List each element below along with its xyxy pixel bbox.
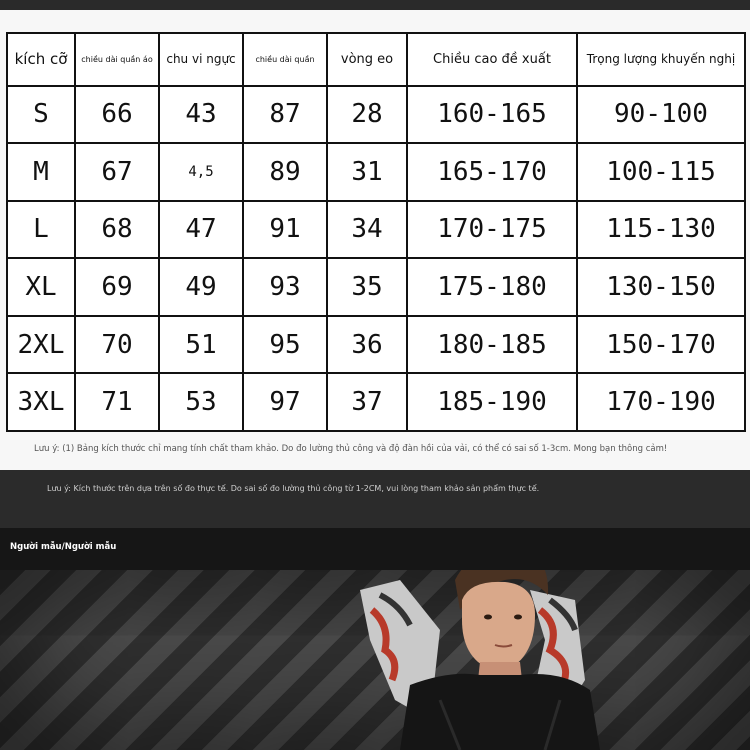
- table-cell: 3XL: [7, 373, 75, 431]
- table-cell: M: [7, 143, 75, 201]
- table-cell: L: [7, 201, 75, 259]
- table-cell: 150-170: [577, 316, 745, 374]
- table-cell: 160-165: [407, 86, 577, 144]
- table-cell: 35: [327, 258, 407, 316]
- table-cell: 67: [75, 143, 159, 201]
- table-cell: 170-175: [407, 201, 577, 259]
- table-cell: 51: [159, 316, 243, 374]
- table-cell: 31: [327, 143, 407, 201]
- header-pants-length: chiều dài quần: [243, 33, 327, 86]
- table-cell: 36: [327, 316, 407, 374]
- size-chart-sheet: [0, 10, 750, 470]
- table-cell: 95: [243, 316, 327, 374]
- header-shirt-length: chiều dài quần áo: [75, 33, 159, 86]
- table-cell: 175-180: [407, 258, 577, 316]
- header-chest: chu vi ngực: [159, 33, 243, 86]
- header-size: kích cỡ: [7, 33, 75, 86]
- table-cell: 68: [75, 201, 159, 259]
- table-cell: 71: [75, 373, 159, 431]
- model-photo: [0, 570, 750, 750]
- table-cell: 87: [243, 86, 327, 144]
- table-cell: 90-100: [577, 86, 745, 144]
- table-cell: 4,5: [159, 143, 243, 201]
- table-cell: 66: [75, 86, 159, 144]
- table-cell: 53: [159, 373, 243, 431]
- table-cell: 97: [243, 373, 327, 431]
- table-cell: 37: [327, 373, 407, 431]
- table-cell: 47: [159, 201, 243, 259]
- table-row: [7, 258, 745, 316]
- header-weight: Trọng lượng khuyến nghị: [577, 33, 745, 86]
- table-cell: 100-115: [577, 143, 745, 201]
- table-cell: 28: [327, 86, 407, 144]
- table-row: [7, 143, 745, 201]
- table-cell: 130-150: [577, 258, 745, 316]
- table-row: [7, 201, 745, 259]
- table-cell: 180-185: [407, 316, 577, 374]
- table-cell: XL: [7, 258, 75, 316]
- table-cell: 70: [75, 316, 159, 374]
- table-header-row: [7, 33, 745, 86]
- table-row: [7, 373, 745, 431]
- header-waist: vòng eo: [327, 33, 407, 86]
- table-cell: 34: [327, 201, 407, 259]
- table-cell: 170-190: [577, 373, 745, 431]
- table-cell: 93: [243, 258, 327, 316]
- header-height: Chiều cao đề xuất: [407, 33, 577, 86]
- table-cell: 69: [75, 258, 159, 316]
- table-cell: 49: [159, 258, 243, 316]
- size-note: Lưu ý: (1) Bảng kích thước chỉ mang tính chất tham khảo. Do đo lường thủ công và độ đàn hồi của vải, có thể có sai số 1-3cm. Mong bạn thông cảm!: [34, 444, 668, 454]
- model-section-title: Người mẫu/Người mẫu: [10, 542, 117, 552]
- measurement-note: Lưu ý: Kích thước trên dựa trên số đo thực tế. Do sai số đo lường thủ công từ 1-2CM, vui lòng tham khảo sản phẩm thực tế.: [47, 484, 540, 493]
- table-cell: 185-190: [407, 373, 577, 431]
- table-cell: 43: [159, 86, 243, 144]
- table-cell: S: [7, 86, 75, 144]
- size-table: [6, 32, 746, 432]
- table-row: [7, 86, 745, 144]
- model-figure: [0, 570, 750, 750]
- table-cell: 165-170: [407, 143, 577, 201]
- top-bar: [0, 0, 750, 10]
- table-row: [7, 316, 745, 374]
- table-cell: 89: [243, 143, 327, 201]
- notice-band: [0, 470, 750, 528]
- table-cell: 91: [243, 201, 327, 259]
- table-cell: 115-130: [577, 201, 745, 259]
- table-cell: 2XL: [7, 316, 75, 374]
